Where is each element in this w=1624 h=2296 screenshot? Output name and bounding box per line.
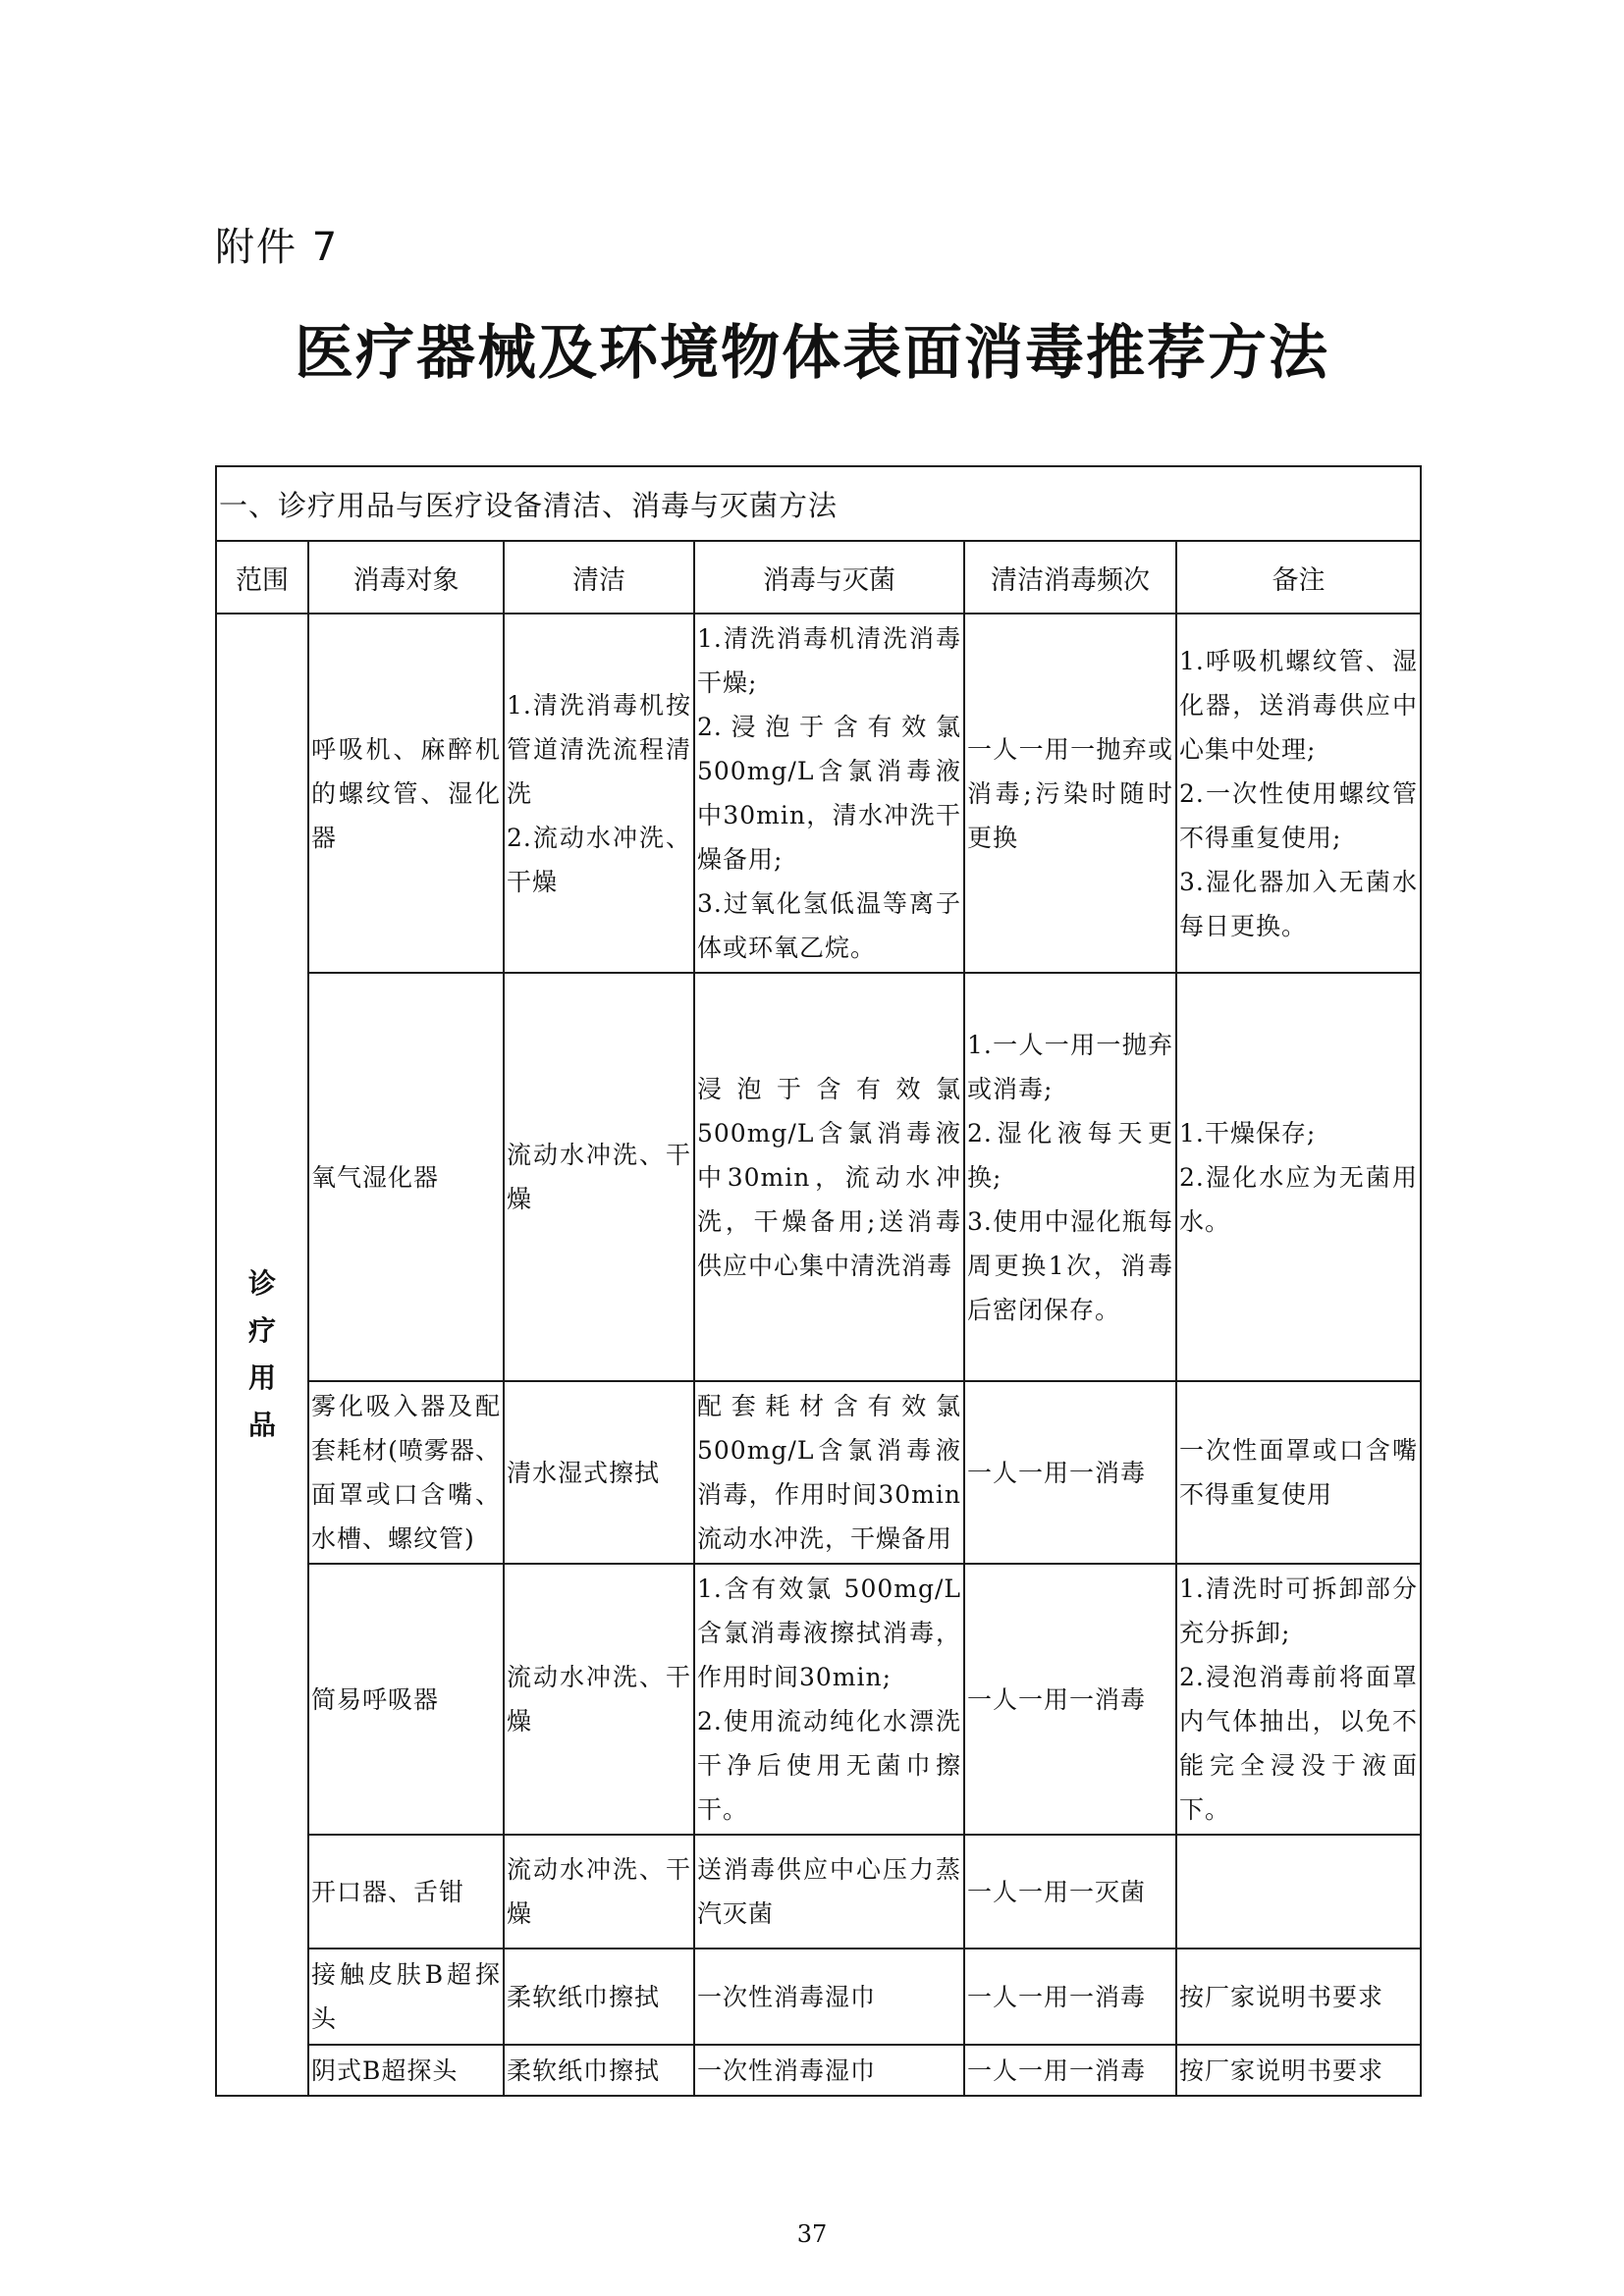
table-row <box>216 2045 1421 2096</box>
header-object: 消毒对象 <box>308 541 504 614</box>
table-header-row <box>216 541 1421 614</box>
table-row <box>216 973 1421 1381</box>
remarks-cell: 按厂家说明书要求 <box>1176 1949 1421 2045</box>
disinfection-table <box>215 465 1422 2097</box>
scope-char: 疗 <box>247 1314 276 1347</box>
frequency-cell: 一人一用一灭菌 <box>964 1835 1176 1949</box>
table-row <box>216 1949 1421 2045</box>
page-number: 37 <box>796 2220 828 2248</box>
scope-char: 用 <box>247 1362 276 1394</box>
header-frequency: 清洁消毒频次 <box>964 541 1176 614</box>
scope-cell <box>216 614 308 2096</box>
object-cell: 接触皮肤B超探头 <box>308 1949 504 2045</box>
object-cell: 呼吸机、麻醉机的螺纹管、湿化器 <box>308 614 504 973</box>
disinfection-cell: 1.含有效氯 500mg/L含氯消毒液擦拭消毒，作用时间30min; 2.使用流动纯化水漂洗干净后使用无菌巾擦干。 <box>694 1564 964 1835</box>
cleaning-cell: 柔软纸巾擦拭 <box>504 1949 694 2045</box>
cleaning-cell: 流动水冲洗、干燥 <box>504 1564 694 1835</box>
scope-char: 诊 <box>247 1267 276 1300</box>
disinfection-cell: 一次性消毒湿巾 <box>694 2045 964 2096</box>
header-disinfection: 消毒与灭菌 <box>694 541 964 614</box>
frequency-cell: 一人一用一消毒 <box>964 2045 1176 2096</box>
remarks-cell: 一次性面罩或口含嘴不得重复使用 <box>1176 1381 1421 1564</box>
table-row <box>216 614 1421 973</box>
attachment-label: 附件 7 <box>215 225 340 270</box>
frequency-cell: 一人一用一消毒 <box>964 1564 1176 1835</box>
disinfection-cell: 1.清洗消毒机清洗消毒干燥; 2.浸泡于含有效氯500mg/L含氯消毒液中30min，清水冲洗干燥备用; 3.过氧化氢低温等离子体或环氧乙烷。 <box>694 614 964 973</box>
remarks-cell: 1.呼吸机螺纹管、湿化器，送消毒供应中心集中处理; 2.一次性使用螺纹管不得重复使用; 3.湿化器加入无菌水每日更换。 <box>1176 614 1421 973</box>
cleaning-cell: 柔软纸巾擦拭 <box>504 2045 694 2096</box>
table-row <box>216 1835 1421 1949</box>
cleaning-cell: 1.清洗消毒机按管道清洗流程清洗 2.流动水冲洗、干燥 <box>504 614 694 973</box>
header-cleaning: 清洁 <box>504 541 694 614</box>
table-row <box>216 1564 1421 1835</box>
disinfection-cell: 一次性消毒湿巾 <box>694 1949 964 2045</box>
scope-char: 品 <box>247 1409 276 1441</box>
frequency-cell: 一人一用一消毒 <box>964 1949 1176 2045</box>
object-cell: 开口器、舌钳 <box>308 1835 504 1949</box>
object-cell: 氧气湿化器 <box>308 973 504 1381</box>
cleaning-cell: 流动水冲洗、干燥 <box>504 973 694 1381</box>
frequency-cell: 一人一用一抛弃或消毒;污染时随时更换 <box>964 614 1176 973</box>
remarks-cell: 1.干燥保存; 2.湿化水应为无菌用水。 <box>1176 973 1421 1381</box>
document-title: 医疗器械及环境物体表面消毒推荐方法 <box>295 319 1329 388</box>
remarks-cell: 按厂家说明书要求 <box>1176 2045 1421 2096</box>
remarks-cell: 1.清洗时可拆卸部分充分拆卸; 2.浸泡消毒前将面罩内气体抽出，以免不能完全浸没于液面下。 <box>1176 1564 1421 1835</box>
header-scope: 范围 <box>216 541 308 614</box>
object-cell: 阴式B超探头 <box>308 2045 504 2096</box>
header-remarks: 备注 <box>1176 541 1421 614</box>
frequency-cell: 一人一用一消毒 <box>964 1381 1176 1564</box>
section-title: 一、诊疗用品与医疗设备清洁、消毒与灭菌方法 <box>216 466 1421 541</box>
object-cell: 雾化吸入器及配套耗材(喷雾器、面罩或口含嘴、水槽、螺纹管) <box>308 1381 504 1564</box>
frequency-cell: 1.一人一用一抛弃或消毒; 2.湿化液每天更换; 3.使用中湿化瓶每周更换1次，消毒后密闭保存。 <box>964 973 1176 1381</box>
object-cell: 简易呼吸器 <box>308 1564 504 1835</box>
disinfection-cell: 配套耗材含有效氯500mg/L含氯消毒液消毒，作用时间30min流动水冲洗，干燥备用 <box>694 1381 964 1564</box>
disinfection-cell: 浸泡于含有效氯500mg/L含氯消毒液中30min，流动水冲洗，干燥备用;送消毒供应中心集中清洗消毒 <box>694 973 964 1381</box>
disinfection-cell: 送消毒供应中心压力蒸汽灭菌 <box>694 1835 964 1949</box>
cleaning-cell: 流动水冲洗、干燥 <box>504 1835 694 1949</box>
table-row <box>216 1381 1421 1564</box>
remarks-cell <box>1176 1835 1421 1949</box>
cleaning-cell: 清水湿式擦拭 <box>504 1381 694 1564</box>
